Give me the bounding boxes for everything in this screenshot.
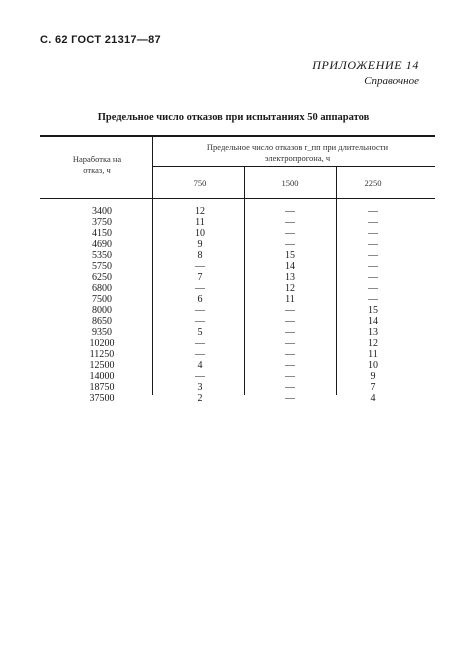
table-cell-mtbf: 4150 xyxy=(92,228,112,239)
table-cell-c2: 11 xyxy=(285,294,295,305)
table-cell-c3: — xyxy=(368,272,378,283)
table-cell-c2: 14 xyxy=(285,261,295,272)
table-cell-c1: 7 xyxy=(197,272,203,283)
vertical-rule-3 xyxy=(336,167,337,395)
table-cell-mtbf: 7500 xyxy=(92,294,112,305)
table-cell-c1: 8 xyxy=(197,250,203,261)
table-cell-c2: — xyxy=(285,360,295,371)
table-cell-c3: — xyxy=(368,239,378,250)
table-cell-c3: 14 xyxy=(368,316,378,327)
table-cell-c1: 5 xyxy=(197,327,203,338)
column-header-750: 750 xyxy=(193,178,207,188)
appendix-title: ПРИЛОЖЕНИЕ 14 xyxy=(312,58,419,72)
header-mid-rule xyxy=(152,166,435,167)
table-cell-c2: 15 xyxy=(285,250,295,261)
table-cell-c1: 6 xyxy=(197,294,203,305)
row-header-line1: Наработка на xyxy=(72,154,122,164)
table-cell-c3: 11 xyxy=(368,349,378,360)
table-cell-mtbf: 3400 xyxy=(92,206,112,217)
row-header-line2: отказ, ч xyxy=(83,165,111,175)
table-cell-c1: — xyxy=(195,305,205,316)
vertical-rule-2 xyxy=(244,167,245,395)
column-header-1500: 1500 xyxy=(281,178,299,188)
table-cell-c2: — xyxy=(285,338,295,349)
column-2250 xyxy=(355,206,391,404)
table-cell-c1: 4 xyxy=(197,360,203,371)
table-cell-mtbf: 5750 xyxy=(92,261,112,272)
table-cell-c1: — xyxy=(195,316,205,327)
table-cell-c1: — xyxy=(195,349,205,360)
table-cell-c2: — xyxy=(285,327,295,338)
group-header-line1: Предельное число отказов r_пп при длительности xyxy=(206,142,389,152)
table-cell-c1: 11 xyxy=(195,217,205,228)
table-cell-c3: 4 xyxy=(370,393,376,404)
table-cell-c1: 10 xyxy=(195,228,205,239)
table-cell-c2: — xyxy=(285,382,295,393)
table-cell-c1: 9 xyxy=(197,239,203,250)
table-cell-c3: — xyxy=(368,206,378,217)
table-cell-mtbf: 14000 xyxy=(89,371,115,382)
table-top-rule xyxy=(40,135,435,137)
table-cell-c1: 12 xyxy=(195,206,205,217)
table-cell-c2: — xyxy=(285,217,295,228)
table-cell-c3: 15 xyxy=(368,305,378,316)
table-cell-c3: — xyxy=(368,261,378,272)
table-cell-mtbf: 9350 xyxy=(92,327,112,338)
table-cell-mtbf: 11250 xyxy=(89,349,115,360)
table-cell-c2: 13 xyxy=(285,272,295,283)
table-cell-c3: 13 xyxy=(368,327,378,338)
column-mtbf xyxy=(62,206,142,404)
table-cell-c3: 7 xyxy=(370,382,376,393)
table-cell-c1: — xyxy=(195,261,205,272)
table-cell-mtbf: 6800 xyxy=(92,283,112,294)
table-cell-mtbf: 6250 xyxy=(92,272,112,283)
table-cell-mtbf: 5350 xyxy=(92,250,112,261)
table-cell-c3: — xyxy=(368,283,378,294)
table-cell-mtbf: 8650 xyxy=(92,316,112,327)
table-cell-c3: 12 xyxy=(368,338,378,349)
table-cell-c2: — xyxy=(285,228,295,239)
column-750 xyxy=(182,206,218,404)
table-cell-c2: — xyxy=(285,316,295,327)
table-cell-mtbf: 10200 xyxy=(89,338,115,349)
table-cell-c1: 3 xyxy=(197,382,203,393)
row-header xyxy=(48,154,146,176)
table-cell-c3: — xyxy=(368,217,378,228)
table-cell-c1: 2 xyxy=(197,393,203,404)
appendix-subtitle: Справочное xyxy=(364,75,419,87)
table-cell-c2: — xyxy=(285,393,295,404)
table-cell-mtbf: 18750 xyxy=(89,382,115,393)
table-cell-c3: — xyxy=(368,228,378,239)
group-header-line2: электропрогона, ч xyxy=(264,153,331,163)
table-cell-c3: — xyxy=(368,294,378,305)
table-cell-mtbf: 12500 xyxy=(89,360,115,371)
vertical-rule-1 xyxy=(152,137,153,395)
table-cell-c1: — xyxy=(195,338,205,349)
page-header: С. 62 ГОСТ 21317—87 xyxy=(40,34,161,46)
column-header-2250: 2250 xyxy=(364,178,382,188)
table-cell-mtbf: 37500 xyxy=(89,393,115,404)
table-cell-c3: — xyxy=(368,250,378,261)
table-cell-c1: — xyxy=(195,371,205,382)
table-cell-mtbf: 3750 xyxy=(92,217,112,228)
table-cell-c3: 9 xyxy=(370,371,376,382)
table-cell-c3: 10 xyxy=(368,360,378,371)
header-bottom-rule xyxy=(40,198,435,199)
table-cell-c2: — xyxy=(285,349,295,360)
table-cell-mtbf: 8000 xyxy=(92,305,112,316)
table-cell-c2: — xyxy=(285,371,295,382)
table-cell-mtbf: 4690 xyxy=(92,239,112,250)
table-cell-c2: — xyxy=(285,239,295,250)
group-header xyxy=(165,142,430,164)
table-cell-c2: — xyxy=(285,305,295,316)
table-cell-c1: — xyxy=(195,283,205,294)
table-cell-c2: — xyxy=(285,206,295,217)
column-1500 xyxy=(272,206,308,404)
table-title: Предельное число отказов при испытаниях 50 аппаратов xyxy=(97,112,370,123)
table-cell-c2: 12 xyxy=(285,283,295,294)
